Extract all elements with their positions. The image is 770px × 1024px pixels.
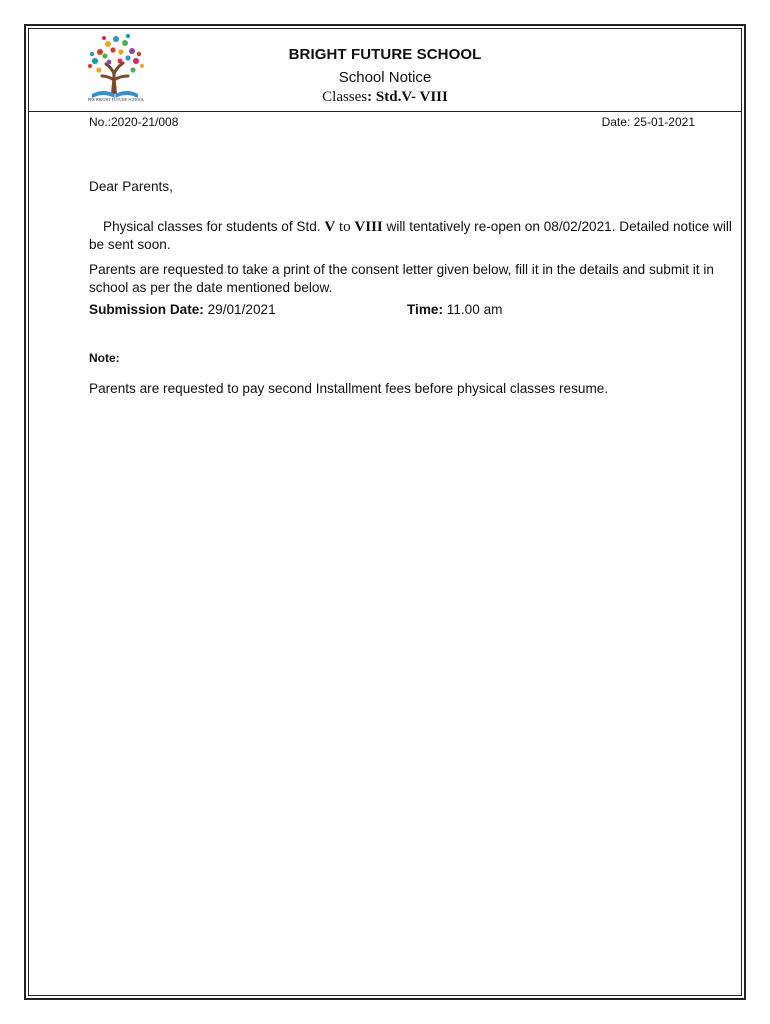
para1-to-word: to (335, 219, 355, 235)
classes-label: Classes (322, 89, 368, 105)
notice-date: Date: 25-01-2021 (601, 115, 695, 129)
notice-title: School Notice (338, 69, 432, 86)
time-value: 11.00 am (443, 302, 503, 317)
note-text: Parents are requested to pay second Installment fees before physical classes resume. (89, 381, 609, 396)
para1-start: Physical classes for students of Std. (103, 219, 325, 234)
paragraph-consent: Parents are requested to take a print of the consent letter given below, fill it in the details and submit it in school as per the date mentioned below. (89, 262, 714, 295)
header-divider (28, 111, 742, 112)
submission-value: 29/01/2021 (203, 302, 276, 317)
tree-book-logo-icon (78, 30, 154, 106)
school-name: BRIGHT FUTURE SCHOOL (288, 46, 482, 63)
time-label: Time: (407, 302, 444, 317)
classes-line (240, 88, 530, 107)
para1-to-class: VIII (354, 219, 383, 235)
salutation: Dear Parents, (89, 179, 173, 194)
page-border-inner (28, 28, 742, 996)
submission-label: Submission Date: (89, 302, 204, 317)
submission-date-line (89, 301, 276, 319)
para1-end: will tentatively re-open on 08/02/2021. Detailed notice will be sent soon. (89, 219, 732, 252)
classes-value: : Std.V- VIII (367, 89, 448, 105)
reference-number: No.:2020-21/008 (89, 115, 179, 129)
paragraph-reopening (89, 218, 737, 254)
note-label: Note: (89, 351, 120, 365)
submission-time-line (407, 301, 502, 319)
para1-from-class: V (324, 219, 336, 235)
logo-caption: PBS BRIGHT FUTURE SCHOOL (87, 97, 145, 102)
